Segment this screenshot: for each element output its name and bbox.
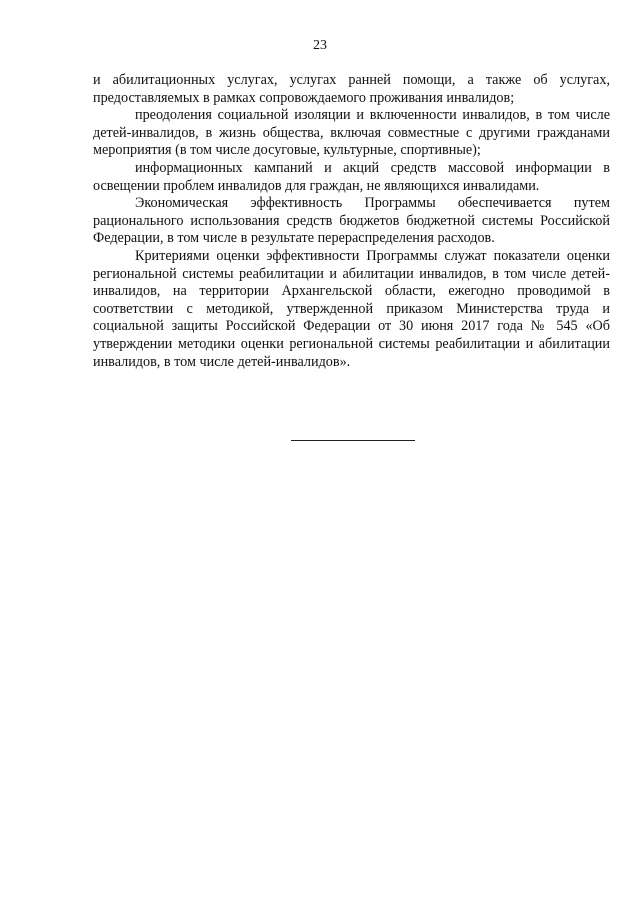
paragraph-continuation: и абилитационных услугах, услугах ранней помощи, а также об услугах, предоставляемых в рамках сопровождаемого проживания инвалидов;	[93, 72, 610, 106]
document-body	[93, 72, 610, 371]
paragraph-economic-efficiency: Экономическая эффективность Программы обеспечивается путем рационального использования средств бюджетов бюджетной системы Российской Федерации, в том числе в результате перераспределения расходов.	[93, 195, 610, 247]
end-divider-line	[291, 440, 415, 441]
paragraph-social-isolation: преодоления социальной изоляции и включенности инвалидов, в том числе детей-инвалидов, в жизнь общества, включая совместные с другими гражданами мероприятия (в том числе досуговые, культурные, спортивные);	[93, 107, 610, 159]
paragraph-information-campaigns: информационных кампаний и акций средств массовой информации в освещении проблем инвалидов для граждан, не являющихся инвалидами.	[93, 159, 610, 194]
paragraph-evaluation-criteria: Критериями оценки эффективности Программы служат показатели оценки региональной системы реабилитации и абилитации инвалидов, в том числе детей-инвалидов, на территории Архангельской области, ежегодно проводимой в соответствии с методикой, утвержденной приказом Министерства труда и социальной защиты Российской Федерации от 30 июня 2017 года № 545 «Об утверждении методики оценки региональной системы реабилитации и абилитации инвалидов, в том числе детей-инвалидов».	[93, 247, 610, 370]
page-number: 23	[313, 38, 327, 53]
